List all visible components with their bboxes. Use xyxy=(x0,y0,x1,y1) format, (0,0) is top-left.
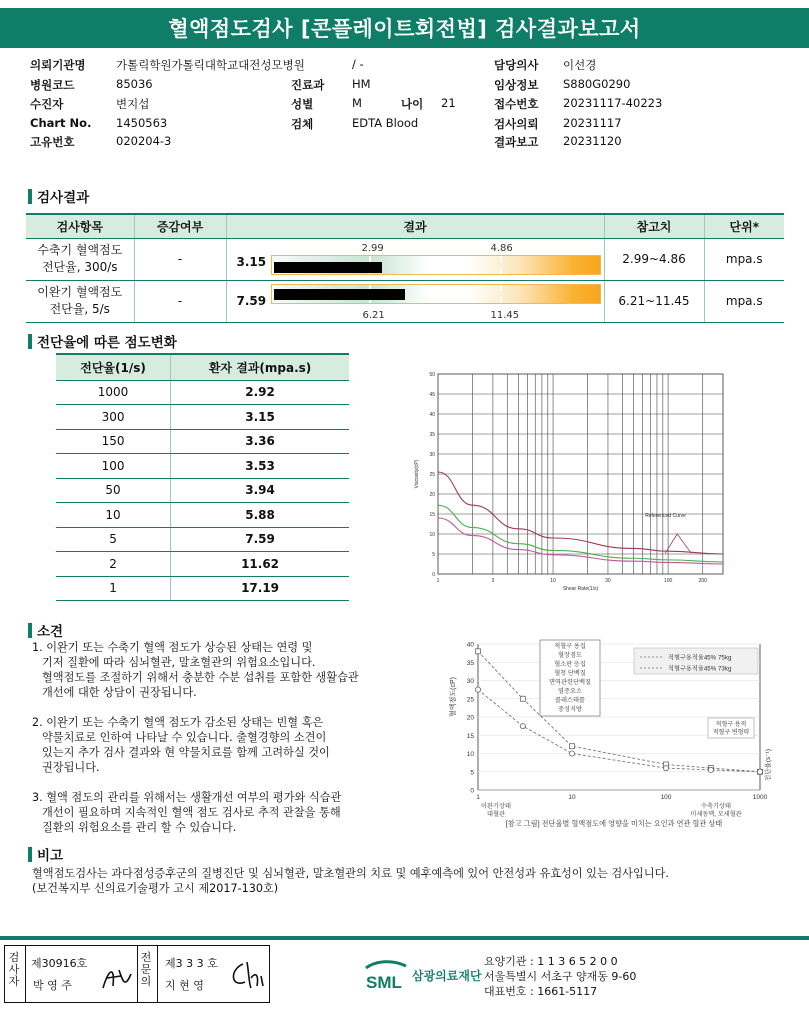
opinion-heading-text: 소견 xyxy=(37,624,64,640)
y-tick-label: 5 xyxy=(470,769,474,777)
x-axis-label: Shear Rate(1/s) xyxy=(562,586,599,592)
table-row xyxy=(56,380,349,405)
table-row xyxy=(56,576,349,601)
data-point xyxy=(520,724,525,729)
specialist-no: 제3 3 3 호 xyxy=(165,957,218,970)
factor-label: 염증요소 xyxy=(558,688,582,695)
table-row xyxy=(56,478,349,503)
receipt-value: 20231117-40223 xyxy=(563,96,663,110)
doctor-label: 담당의사 xyxy=(494,58,539,72)
dept-label: 진료과 xyxy=(291,78,325,92)
factor-label: 면역관련단백질 xyxy=(549,679,591,686)
chart-no-value: 1450563 xyxy=(116,116,168,130)
table-row xyxy=(56,503,349,528)
factor2-label: 적혈구 용적 xyxy=(715,722,747,728)
opinion-line: 3. 혈액 점도의 관리를 위해서는 생활개선 여부의 평가와 식습관 xyxy=(32,791,342,804)
x-tick-label: 1 xyxy=(476,794,480,801)
patient-info xyxy=(0,0,809,160)
ref-high-tick: 11.45 xyxy=(490,309,520,321)
hospital-code-value: 85036 xyxy=(116,77,153,91)
heading-bar xyxy=(28,847,32,862)
y-tick-label: 5 xyxy=(432,552,435,558)
shear-rate-cell: 50 xyxy=(56,478,171,503)
patient-result-cell: 3.94 xyxy=(171,478,349,503)
examiner-no: 제30916호 xyxy=(31,957,88,970)
factor-label: 혈소판 응집 xyxy=(554,661,586,668)
org-logo xyxy=(364,958,482,992)
chart-no-label: Chart No. xyxy=(30,116,92,130)
right-axis-label: 전단율(s⁻¹) xyxy=(765,748,772,782)
opinion-paragraph xyxy=(32,790,359,835)
ward-value: / - xyxy=(352,57,364,71)
doctor-value: 이선경 xyxy=(563,58,597,72)
shear-rate-cell: 5 xyxy=(56,527,171,552)
factor2-label: 적혈구 변형력 xyxy=(712,730,750,736)
clinical-label: 임상정보 xyxy=(494,78,539,92)
factor-label: 중성지방 xyxy=(558,706,582,713)
data-point xyxy=(475,687,480,692)
data-point xyxy=(476,649,481,654)
result-value: 7.59 xyxy=(236,293,267,308)
specimen-label: 검체 xyxy=(291,117,314,131)
heading-bar xyxy=(28,334,32,349)
shear-rate-cell: 10 xyxy=(56,503,171,528)
opinion-line: 있는지 추가 검사 결과와 현 약물치료를 함께 고려하실 것이 xyxy=(42,746,330,759)
report-title: 혈액점도검사 [콘플레이트회전법] 검사결과보고서 xyxy=(0,8,809,48)
collector-value: 변지섭 xyxy=(116,97,150,111)
x-tick-label: 1000 xyxy=(752,794,768,801)
change-cell: - xyxy=(134,280,226,322)
y-tick-label: 40 xyxy=(466,641,474,649)
care-code: 요양기관 : 1 1 3 6 5 2 0 0 xyxy=(484,955,618,968)
result-cell xyxy=(226,238,604,280)
patient-result-cell: 3.53 xyxy=(171,454,349,479)
specialist-label: 전 문 의 xyxy=(140,951,152,988)
factor-label: 혈장점도 xyxy=(558,652,582,659)
opinion-line: 1. 이완기 또는 수축기 혈액 점도가 상승된 상태는 연령 및 xyxy=(32,641,313,654)
shear-table xyxy=(56,353,349,601)
specialist-signature xyxy=(227,958,267,992)
x-tick-label: 200 xyxy=(698,578,707,584)
y-tick-label: 25 xyxy=(429,472,435,478)
patient-result-cell: 3.36 xyxy=(171,429,349,454)
remarks-line: 혈액점도검사는 과다점성증후군의 질병진단 및 심뇌혈관, 말초혈관의 치료 및 예후예측에 있어 안전성과 유효성이 있는 검사입니다. xyxy=(32,867,669,880)
change-cell: - xyxy=(134,238,226,280)
x-tick-label: 10 xyxy=(550,578,556,584)
shear-rate-cell: 300 xyxy=(56,405,171,430)
unit-cell: mpa.s xyxy=(704,280,784,322)
th-change: 증감여부 xyxy=(134,214,226,238)
item-cell: 이완기 혈액점도 전단율, 5/s xyxy=(26,280,134,322)
dept-value: HM xyxy=(352,77,371,91)
table-row xyxy=(56,527,349,552)
heading-bar xyxy=(28,623,32,638)
specialist-name: 지 현 영 xyxy=(165,979,204,992)
uid-label: 고유번호 xyxy=(30,135,75,149)
svg-text:SML: SML xyxy=(366,973,402,992)
y-tick-label: 20 xyxy=(466,714,474,722)
th-shear-rate: 전단율(1/s) xyxy=(56,354,171,380)
result-gauge xyxy=(271,284,601,304)
opinion-heading xyxy=(28,620,63,640)
institution-label: 의뢰기관명 xyxy=(30,58,86,72)
y-tick-label: 50 xyxy=(429,372,435,378)
uid-value: 020204-3 xyxy=(116,134,172,148)
shear-heading xyxy=(28,331,177,351)
factor-label: 적혈구 용집 xyxy=(554,643,586,650)
ref-low-tick: 6.21 xyxy=(362,309,385,321)
patient-result-cell: 3.15 xyxy=(171,405,349,430)
sml-logo-icon xyxy=(364,958,408,992)
table-row xyxy=(26,280,784,322)
opinion-paragraph xyxy=(32,715,359,775)
table-row xyxy=(26,238,784,280)
table-row xyxy=(56,405,349,430)
results-heading xyxy=(28,186,89,206)
data-point xyxy=(570,744,575,749)
opinion-line: 기저 질환에 따라 심뇌혈관, 말초혈관의 위험요소입니다. xyxy=(42,656,316,669)
figure-caption: [참고 그림] 전단율별 혈액점도에 영향을 미치는 요인과 연관 혈관 상태 xyxy=(505,819,723,828)
data-point xyxy=(569,751,574,756)
footer-divider xyxy=(0,936,809,940)
x-tick-label: 100 xyxy=(663,578,673,584)
y-tick-label: 35 xyxy=(466,659,474,667)
data-point xyxy=(757,769,762,774)
result-gauge xyxy=(271,255,601,275)
collector-label: 수진자 xyxy=(30,97,64,111)
y-tick-label: 30 xyxy=(466,678,474,685)
x-tick-label: 30 xyxy=(605,578,611,584)
opinion-text xyxy=(32,640,359,835)
signature-box xyxy=(4,945,270,1003)
bottom-right-label: 미세동맥, 모세혈관 xyxy=(690,811,742,818)
age-label: 나이 xyxy=(401,97,424,111)
y-tick-label: 15 xyxy=(466,732,474,740)
y-tick-label: 15 xyxy=(429,512,435,518)
y-tick-label: 0 xyxy=(470,787,474,795)
unit-cell: mpa.s xyxy=(704,238,784,280)
remarks-line: (보건복지부 신의료기술평가 고시 제2017-130호) xyxy=(32,882,279,895)
hospital-code-label: 병원코드 xyxy=(30,78,75,92)
y-tick-label: 25 xyxy=(466,696,474,704)
report-value: 20231120 xyxy=(563,134,622,148)
patient-result-cell: 11.62 xyxy=(171,552,349,577)
ref-cell: 2.99~4.86 xyxy=(604,238,704,280)
ref-high-tick: 4.86 xyxy=(490,242,513,254)
org-name: 삼광의료재단 xyxy=(412,968,482,983)
opinion-line: 개선에 대한 상담이 권장됩니다. xyxy=(42,686,197,699)
remarks-heading xyxy=(28,844,63,864)
y-axis-label: Viscosity(cP) xyxy=(414,459,420,489)
institution-value: 가톨릭학원가톨릭대학교대전성모병원 xyxy=(116,58,305,72)
opinion-line: 개선이 필요하며 지속적인 혈액 점도 검사로 추적 관찰을 통해 xyxy=(42,806,341,819)
opinion-line: 혈액점도를 조절하기 위해서 충분한 수분 섭취를 포함한 생활습관 xyxy=(42,671,359,684)
data-point xyxy=(708,767,713,772)
y-tick-label: 40 xyxy=(429,412,435,418)
x-tick-label: 10 xyxy=(568,794,576,801)
patient-result-cell: 7.59 xyxy=(171,527,349,552)
request-value: 20231117 xyxy=(563,116,622,130)
request-label: 검사의뢰 xyxy=(494,117,539,131)
patient-result-cell: 2.92 xyxy=(171,380,349,405)
result-bar xyxy=(274,289,406,300)
legend-label: 적혈구용적율45% 75kg xyxy=(668,654,732,662)
opinion-line: 질환의 위험요소를 관리 할 수 있습니다. xyxy=(42,821,237,834)
remarks-text xyxy=(32,866,669,896)
x-tick-label: 3 xyxy=(491,578,495,584)
remarks-heading-text: 비고 xyxy=(37,848,64,864)
examiner-label: 검 사 자 xyxy=(8,951,20,988)
org-address: 서울특별시 서초구 양재동 9-60 xyxy=(484,970,637,983)
ref-low-tick: 2.99 xyxy=(361,242,384,254)
specimen-value: EDTA Blood xyxy=(352,116,419,130)
y-axis-label: 혈액점도(cP) xyxy=(450,677,457,717)
th-item: 검사항목 xyxy=(26,214,134,238)
results-heading-text: 검사결과 xyxy=(37,190,90,206)
y-tick-label: 10 xyxy=(429,532,435,538)
opinion-line: 2. 이완기 또는 수축기 혈액 점도가 감소된 상태는 빈혈 혹은 xyxy=(32,716,324,729)
bottom-left-label: 대혈관 xyxy=(487,811,505,818)
y-tick-label: 30 xyxy=(429,452,435,458)
patient-result-cell: 5.88 xyxy=(171,503,349,528)
annotation-label: Referenced Curve xyxy=(645,513,686,520)
result-bar xyxy=(274,262,382,273)
shear-heading-text: 전단율에 따른 점도변화 xyxy=(37,335,177,351)
examiner-signature xyxy=(99,962,135,994)
y-tick-label: 0 xyxy=(432,572,435,578)
result-cell xyxy=(226,280,604,322)
clinical-value: S880G0290 xyxy=(563,77,631,91)
y-tick-label: 20 xyxy=(429,492,435,498)
age-value: 21 xyxy=(441,96,456,110)
sex-value: M xyxy=(352,96,362,110)
factor-label: 콜레스테롤 xyxy=(555,697,585,704)
shear-rate-cell: 2 xyxy=(56,552,171,577)
y-tick-label: 45 xyxy=(429,392,435,398)
x-tick-label: 1 xyxy=(436,578,440,584)
patient-result-cell: 17.19 xyxy=(171,576,349,601)
ref-cell: 6.21~11.45 xyxy=(604,280,704,322)
reference-chart xyxy=(446,634,786,834)
opinion-line: 약물치료로 인하여 나타날 수 있습니다. 출혈경향의 소견이 xyxy=(42,731,327,744)
org-contact xyxy=(484,954,636,999)
table-row xyxy=(56,454,349,479)
heading-bar xyxy=(28,189,32,204)
shear-rate-cell: 100 xyxy=(56,454,171,479)
table-row xyxy=(56,429,349,454)
th-result: 결과 xyxy=(226,214,604,238)
results-table xyxy=(26,213,784,323)
factor-label: 혈청 단백질 xyxy=(554,670,586,677)
shear-rate-cell: 150 xyxy=(56,429,171,454)
shear-rate-cell: 1 xyxy=(56,576,171,601)
data-point xyxy=(520,696,525,701)
th-patient-result: 환자 결과(mpa.s) xyxy=(171,354,349,380)
bottom-right-label: 수축기상태 xyxy=(701,803,731,810)
table-row xyxy=(56,552,349,577)
x-tick-label: 100 xyxy=(660,794,672,801)
th-ref: 참고치 xyxy=(604,214,704,238)
opinion-paragraph xyxy=(32,640,359,700)
examiner-name: 박 영 주 xyxy=(33,979,72,992)
org-phone: 대표번호 : 1661-5117 xyxy=(484,985,598,998)
bottom-left-label: 이완기상태 xyxy=(481,803,511,810)
result-value: 3.15 xyxy=(236,254,267,269)
item-cell: 수축기 혈액점도 전단율, 300/s xyxy=(26,238,134,280)
sex-label: 성별 xyxy=(291,97,314,111)
viscosity-chart xyxy=(410,370,730,596)
y-tick-label: 10 xyxy=(466,751,474,758)
opinion-line: 권장됩니다. xyxy=(42,761,100,774)
shear-rate-cell: 1000 xyxy=(56,380,171,405)
report-label: 결과보고 xyxy=(494,135,539,149)
th-unit: 단위* xyxy=(704,214,784,238)
y-tick-label: 35 xyxy=(429,432,435,438)
data-point xyxy=(663,766,668,771)
legend-label: 적혈구용적율45% 73kg xyxy=(668,665,732,673)
receipt-label: 접수번호 xyxy=(494,97,539,111)
